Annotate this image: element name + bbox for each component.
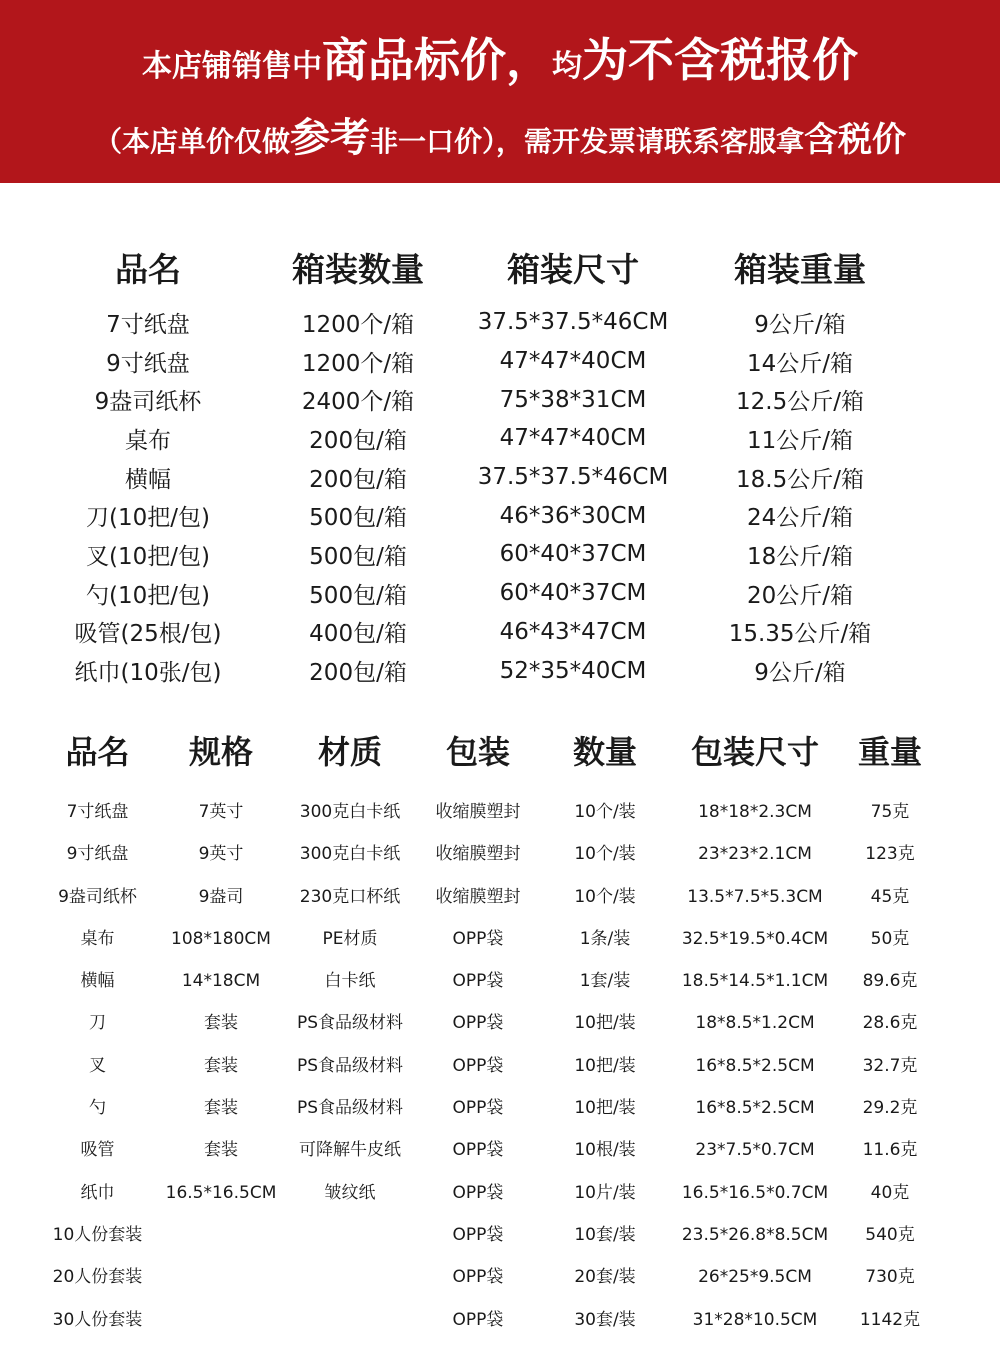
table-row [0,1087,1000,1129]
cell-carton-size: 47*47*40CM [499,348,647,375]
cell-carton-qty: 200包/箱 [309,660,407,687]
cell-weight: 1142克 [859,1309,921,1330]
cell-spec: 套装 [204,1013,238,1034]
cell-material: 300克白卡纸 [299,844,401,865]
cell-package-size: 23.5*26.8*8.5CM [681,1224,829,1245]
carton-spec-table [0,243,1000,690]
cell-name: 纸巾(10张/包) [74,660,222,687]
cell-name: 吸管(25根/包) [74,621,222,648]
table-row [0,833,1000,875]
table-header [0,728,1000,776]
cell-carton-weight: 20公斤/箱 [746,582,853,609]
table-row [0,303,1000,342]
cell-package-size: 16*8.5*2.5CM [695,1098,815,1119]
notice-line-1 [0,30,1000,97]
cell-weight: 28.6克 [862,1013,918,1034]
table-row [0,419,1000,458]
table-header [0,243,1000,291]
cell-material: 230克口杯纸 [299,886,401,907]
cell-carton-size: 37.5*37.5*46CM [477,309,669,336]
cell-name: 9寸纸盘 [66,844,129,865]
cell-carton-size: 46*43*47CM [499,618,647,645]
table-row [0,1045,1000,1087]
cell-name: 7寸纸盘 [66,802,129,822]
notice-emphasis: 含税价 [804,120,907,160]
cell-package-size: 23*7.5*0.7CM [695,1140,815,1161]
notice-text: 本店铺销售中 [142,49,322,84]
cell-material: 白卡纸 [324,971,376,992]
table-row [0,1129,1000,1171]
cell-name: 叉 [89,1055,106,1076]
package-spec-table [0,728,1000,1341]
header-carton-size: 箱装尺寸 [507,249,639,289]
cell-name: 桌布 [80,928,115,949]
cell-packaging: OPP袋 [452,1055,504,1076]
cell-name: 9盎司纸杯 [94,389,202,416]
cell-quantity: 10根/装 [574,1140,636,1161]
cell-carton-weight: 18.5公斤/箱 [736,466,864,493]
header-package-size: 包装尺寸 [690,733,819,771]
cell-package-size: 32.5*19.5*0.4CM [681,928,829,949]
cell-packaging: OPP袋 [452,1140,504,1161]
cell-package-size: 31*28*10.5CM [692,1309,818,1330]
notice-emphasis: 为不含税报价 [582,33,858,87]
cell-carton-size: 60*40*37CM [499,541,647,568]
cell-packaging: OPP袋 [452,1309,504,1330]
cell-name: 横幅 [80,971,115,992]
cell-material: 可降解牛皮纸 [299,1140,401,1161]
cell-weight: 540克 [865,1224,915,1245]
table-row [0,535,1000,574]
table-row [0,1214,1000,1256]
cell-carton-size: 52*35*40CM [499,657,647,684]
cell-package-size: 18*18*2.3CM [698,802,812,822]
cell-carton-weight: 24公斤/箱 [746,505,853,532]
cell-spec: 16.5*16.5CM [165,1182,277,1203]
cell-quantity: 10把/装 [574,1098,636,1119]
cell-weight: 40克 [870,1182,910,1203]
cell-carton-weight: 11公斤/箱 [746,427,853,454]
cell-carton-size: 37.5*37.5*46CM [477,464,669,491]
cell-quantity: 10把/装 [574,1055,636,1076]
cell-carton-qty: 500包/箱 [309,582,407,609]
cell-package-size: 26*25*9.5CM [698,1267,812,1288]
table-row [0,496,1000,535]
cell-package-size: 16.5*16.5*0.7CM [681,1182,829,1203]
cell-material: PS食品级材料 [296,1013,404,1034]
cell-name: 20人份套装 [52,1267,143,1288]
cell-packaging: 收缩膜塑封 [435,886,521,907]
cell-carton-weight: 18公斤/箱 [746,543,853,570]
cell-quantity: 10个/装 [574,844,636,865]
cell-package-size: 23*23*2.1CM [698,844,812,865]
cell-name: 勺 [89,1098,106,1119]
cell-weight: 29.2克 [862,1098,918,1119]
cell-carton-size: 46*36*30CM [499,502,647,529]
cell-weight: 50克 [870,928,910,949]
cell-carton-qty: 400包/箱 [309,621,407,648]
table-row [0,458,1000,497]
table-row [0,1002,1000,1044]
notice-text: 非一口价），需开发票请联系客服拿 [370,125,805,158]
cell-weight: 89.6克 [862,971,918,992]
cell-spec: 套装 [204,1055,238,1076]
cell-name: 7寸纸盘 [106,311,190,338]
cell-packaging: OPP袋 [452,928,504,949]
cell-package-size: 13.5*7.5*5.3CM [687,886,823,907]
cell-carton-size: 75*38*31CM [499,386,647,413]
table-row [0,1299,1000,1341]
header-material: 材质 [317,733,382,771]
notice-emphasis: 参考 [290,115,370,161]
cell-weight: 730克 [865,1267,915,1288]
notice-text: 均 [552,49,582,84]
table-row [0,613,1000,652]
table-row [0,960,1000,1002]
cell-name: 叉(10把/包) [86,543,210,570]
cell-quantity: 10片/装 [574,1182,636,1203]
cell-packaging: OPP袋 [452,1182,504,1203]
cell-carton-weight: 9公斤/箱 [754,311,846,338]
header-quantity: 数量 [572,733,637,771]
cell-weight: 123克 [865,844,915,865]
cell-name: 10人份套装 [52,1224,143,1245]
cell-material: PE材质 [322,928,378,949]
cell-quantity: 10把/装 [574,1013,636,1034]
cell-name: 刀(10把/包) [86,505,210,532]
header-name: 品名 [65,733,130,771]
header-carton-qty: 箱装数量 [292,249,424,289]
cell-weight: 11.6克 [862,1140,918,1161]
cell-package-size: 16*8.5*2.5CM [695,1055,815,1076]
cell-quantity: 1套/装 [579,971,631,992]
cell-weight: 75克 [870,802,910,822]
cell-spec: 9英寸 [198,844,244,865]
cell-package-size: 18*8.5*1.2CM [695,1013,815,1034]
cell-name: 纸巾 [80,1182,115,1203]
header-spec: 规格 [188,733,253,771]
cell-material: PS食品级材料 [296,1098,404,1119]
cell-carton-qty: 1200个/箱 [301,311,415,338]
cell-name: 9寸纸盘 [106,350,190,377]
header-weight: 重量 [857,733,922,771]
cell-name: 桌布 [125,427,171,454]
cell-material: PS食品级材料 [296,1055,404,1076]
cell-quantity: 10个/装 [574,802,636,822]
cell-carton-qty: 500包/箱 [309,543,407,570]
cell-name: 9盎司纸杯 [58,886,137,907]
cell-spec: 9盎司 [198,886,244,907]
cell-spec: 7英寸 [198,802,244,822]
cell-name: 吸管 [80,1140,115,1161]
table-row [0,791,1000,833]
cell-package-size: 18.5*14.5*1.1CM [681,971,829,992]
table-row [0,876,1000,918]
cell-name: 勺(10把/包) [86,582,210,609]
cell-name: 30人份套装 [52,1309,143,1330]
cell-material: 300克白卡纸 [299,802,401,822]
table-row [0,380,1000,419]
cell-weight: 45克 [870,886,910,907]
header-packaging: 包装 [445,733,510,771]
cell-carton-size: 47*47*40CM [499,425,647,452]
cell-packaging: OPP袋 [452,1224,504,1245]
cell-spec: 套装 [204,1098,238,1119]
cell-spec: 14*18CM [181,971,261,992]
cell-quantity: 10套/装 [574,1224,636,1245]
cell-quantity: 20套/装 [574,1267,636,1288]
cell-carton-qty: 200包/箱 [309,427,407,454]
cell-packaging: OPP袋 [452,971,504,992]
cell-carton-weight: 9公斤/箱 [754,660,846,687]
table-row [0,1256,1000,1298]
cell-packaging: 收缩膜塑封 [435,802,521,822]
table-row [0,918,1000,960]
cell-carton-qty: 500包/箱 [309,505,407,532]
table-row [0,574,1000,613]
cell-material: 皱纹纸 [324,1182,376,1203]
cell-weight: 32.7克 [862,1055,918,1076]
table-row [0,651,1000,690]
cell-carton-qty: 200包/箱 [309,466,407,493]
cell-packaging: OPP袋 [452,1098,504,1119]
table-row [0,342,1000,381]
cell-name: 刀 [89,1013,106,1034]
table-row [0,1172,1000,1214]
cell-quantity: 1条/装 [579,928,631,949]
notice-line-2 [0,108,1000,172]
cell-packaging: OPP袋 [452,1013,504,1034]
header-name: 品名 [115,249,181,289]
cell-carton-weight: 12.5公斤/箱 [736,389,864,416]
price-notice-banner [0,0,1000,183]
cell-carton-qty: 1200个/箱 [301,350,415,377]
cell-name: 横幅 [125,466,171,493]
cell-spec: 套装 [204,1140,238,1161]
cell-carton-weight: 15.35公斤/箱 [728,621,872,648]
cell-packaging: OPP袋 [452,1267,504,1288]
cell-quantity: 10个/装 [574,886,636,907]
cell-packaging: 收缩膜塑封 [435,844,521,865]
cell-carton-size: 60*40*37CM [499,580,647,607]
cell-carton-qty: 2400个/箱 [301,389,415,416]
notice-text: （本店单价仅做 [93,125,290,158]
notice-emphasis: 商品标价， [322,33,552,87]
cell-quantity: 30套/装 [574,1309,636,1330]
cell-carton-weight: 14公斤/箱 [746,350,853,377]
header-carton-weight: 箱装重量 [734,249,866,289]
cell-spec: 108*180CM [171,928,271,949]
